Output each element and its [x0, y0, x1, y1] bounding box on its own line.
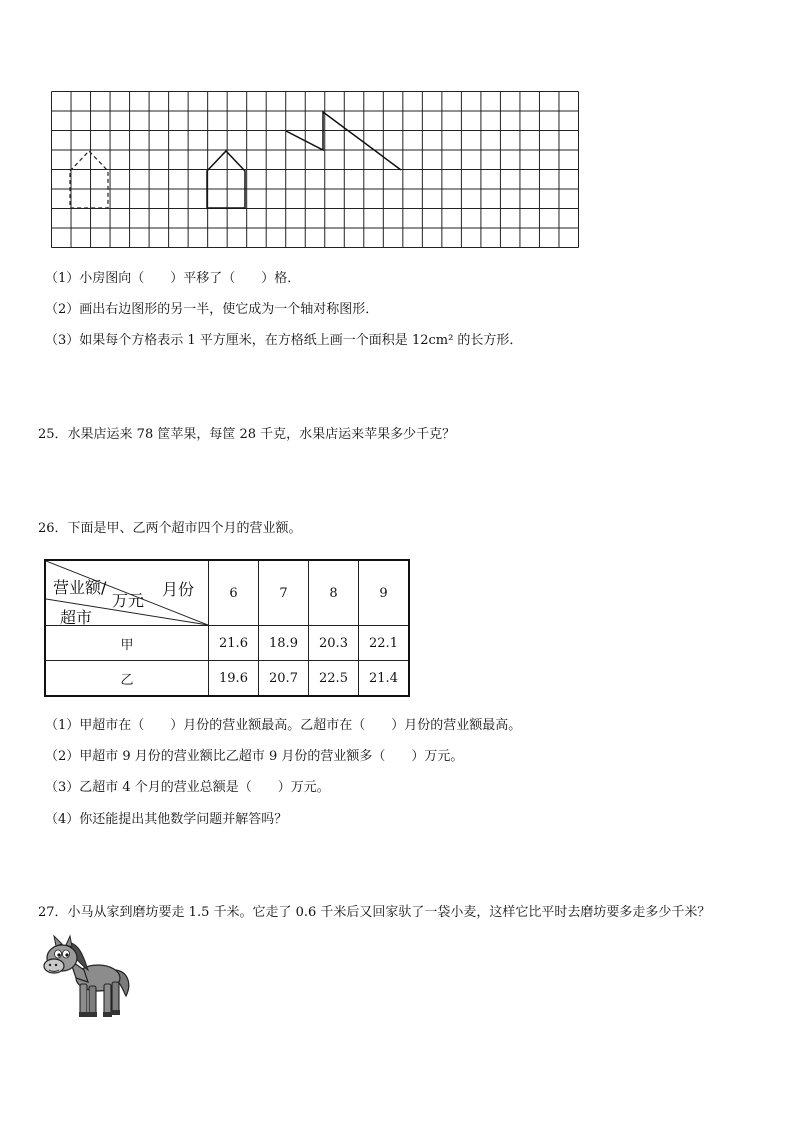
grid-lines	[52, 92, 579, 248]
q26-intro: 26．下面是甲、乙两个超市四个月的营业额。	[38, 521, 302, 536]
q24-part3: （3）如果每个方格表示 1 平方厘米，在方格纸上画一个面积是 12cm² 的长方形．	[45, 333, 523, 348]
header-label-revenue: 营业额/	[53, 578, 107, 597]
sales-table	[44, 559, 410, 697]
table-cell: 20.7	[259, 661, 309, 697]
horse-illustration	[42, 934, 132, 1022]
q25-question: 25．水果店运来 78 筐苹果，每筐 28 千克，水果店运来苹果多少千克？	[38, 427, 456, 442]
table-header-row	[45, 560, 409, 626]
row-name: 乙	[45, 661, 209, 697]
solid-house-figure	[207, 151, 245, 208]
header-label-month: 月份	[162, 580, 195, 599]
table-row	[45, 626, 409, 661]
table-cell: 18.9	[259, 626, 309, 661]
table-cell: 19.6	[209, 661, 259, 697]
q26-part3: （3）乙超市 4 个月的营业总额是（ ）万元。	[45, 780, 330, 795]
q24-part1: （1）小房图向（ ）平移了（ ）格．	[45, 271, 301, 286]
month-header: 8	[309, 560, 359, 626]
q26-part1: （1）甲超市在（ ）月份的营业额最高。乙超市在（ ）月份的营业额最高。	[45, 718, 522, 733]
month-header: 6	[209, 560, 259, 626]
month-header: 7	[259, 560, 309, 626]
table-cell: 22.1	[359, 626, 410, 661]
table-cell: 22.5	[309, 661, 359, 697]
grid-paper	[51, 91, 579, 248]
q26-part4: （4）你还能提出其他数学问题并解答吗？	[45, 812, 288, 827]
table-cell: 20.3	[309, 626, 359, 661]
table-row	[45, 661, 409, 697]
diagonal-header-cell	[45, 560, 209, 626]
q26-part2: （2）甲超市 9 月份的营业额比乙超市 9 月份的营业额多（ ）万元。	[45, 749, 464, 764]
dashed-house-figure	[70, 151, 108, 208]
header-label-unit: 万元	[112, 591, 145, 610]
month-header: 9	[359, 560, 410, 626]
q27-question: 27．小马从家到磨坊要走 1.5 千米。它走了 0.6 千米后又回家驮了一袋小麦，这样它比平时去磨坊要多走多少千米？	[38, 905, 711, 920]
row-name: 甲	[45, 626, 209, 661]
header-label-supermarket: 超市	[60, 608, 93, 627]
table-cell: 21.6	[209, 626, 259, 661]
table-cell: 21.4	[359, 661, 410, 697]
q24-part2: （2）画出右边图形的另一半，使它成为一个轴对称图形．	[45, 302, 379, 317]
